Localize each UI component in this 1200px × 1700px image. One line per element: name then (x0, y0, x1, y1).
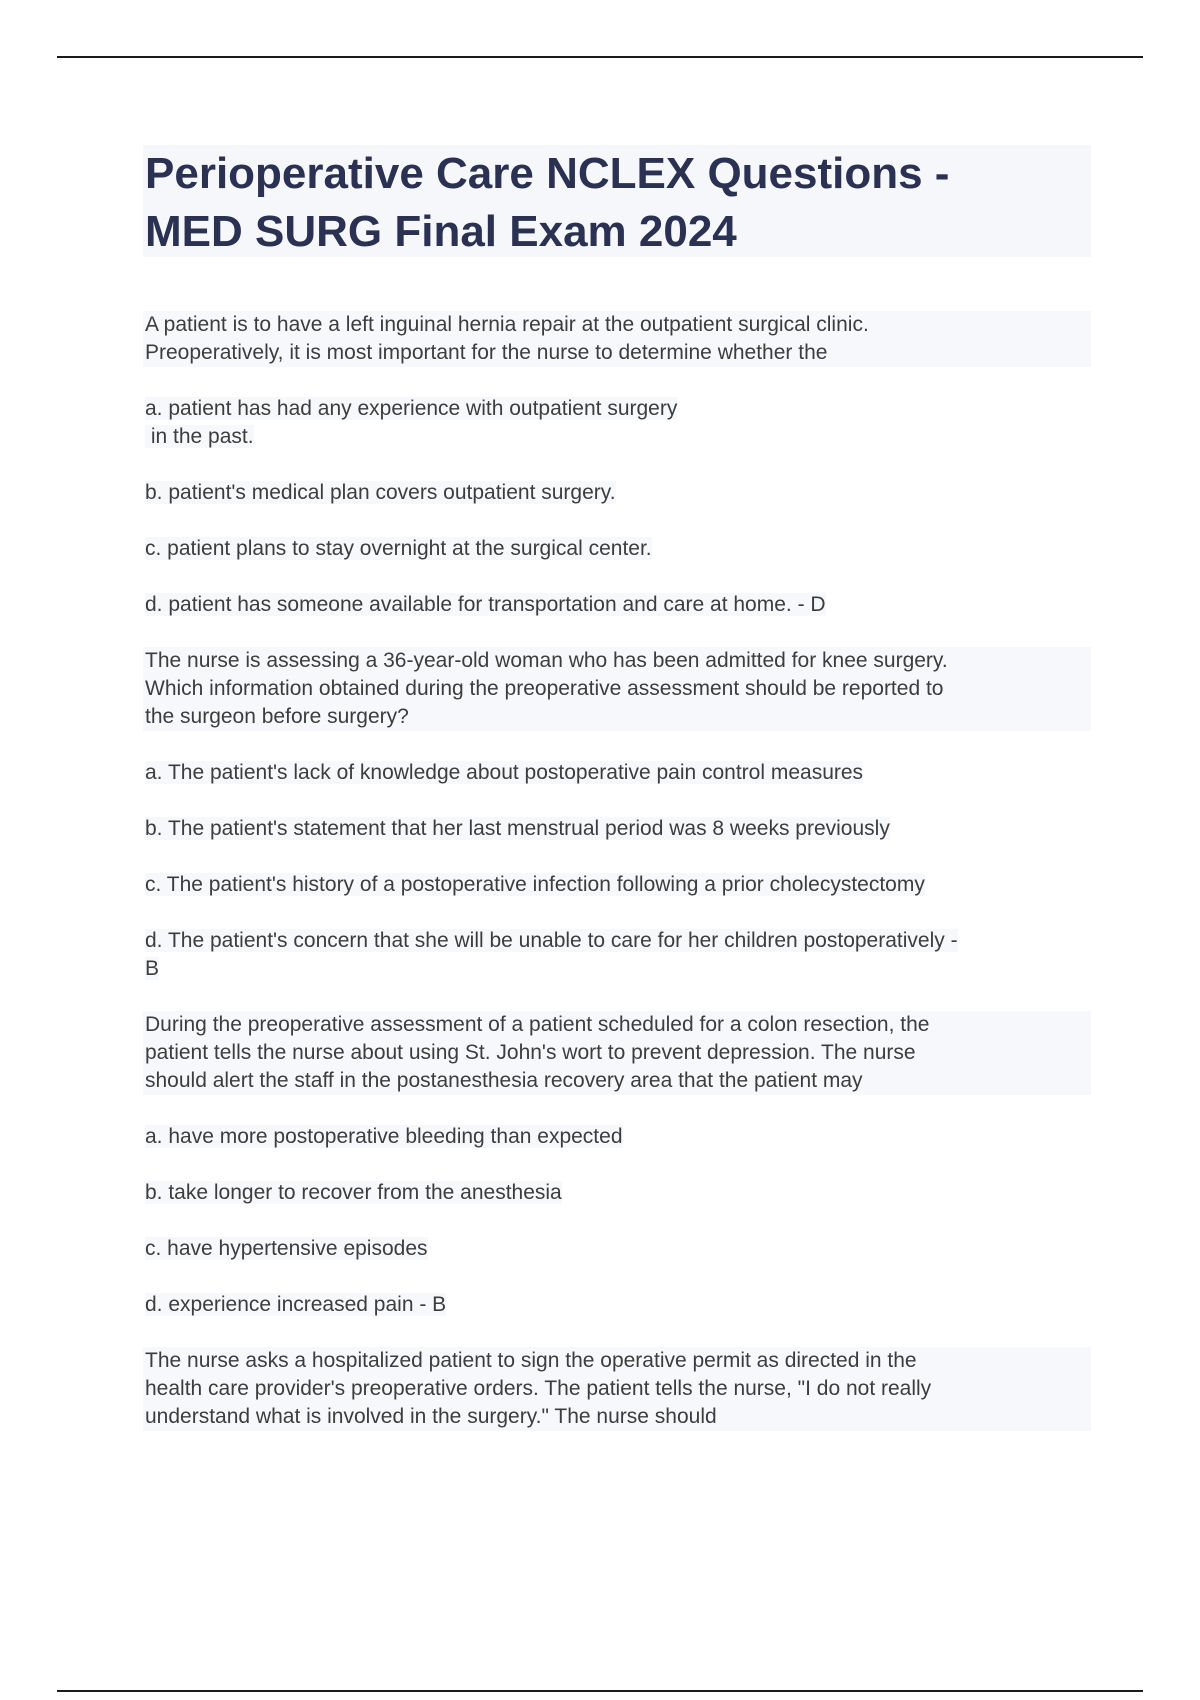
question-1-option-a (143, 395, 1091, 451)
question-2-option-d (143, 927, 1091, 983)
stem-line: A patient is to have a left inguinal hernia repair at the outpatient surgical clinic. (145, 313, 869, 336)
page-title (143, 145, 1091, 261)
question-3-stem (143, 1011, 1091, 1095)
option-line: a. have more postoperative bleeding than expected (145, 1125, 623, 1148)
option-line: b. The patient's statement that her last menstrual period was 8 weeks previously (145, 817, 890, 840)
option-line: in the past. (145, 425, 254, 448)
question-3-option-b (143, 1179, 1091, 1207)
stem-line: The nurse asks a hospitalized patient to sign the operative permit as directed in the (145, 1349, 917, 1372)
option-line: c. patient plans to stay overnight at the surgical center. (145, 537, 652, 560)
title-block (143, 145, 1091, 257)
option-line: b. take longer to recover from the anesthesia (145, 1181, 562, 1204)
question-2-option-a (143, 759, 1091, 787)
option-line: d. experience increased pain - B (145, 1293, 447, 1316)
stem-line: During the preoperative assessment of a patient scheduled for a colon resection, the (145, 1013, 930, 1036)
question-1 (143, 311, 1091, 647)
stem-line: The nurse is assessing a 36-year-old woman who has been admitted for knee surgery. (145, 649, 948, 672)
option-line: B (145, 957, 160, 980)
question-2-option-c (143, 871, 1091, 899)
option-line: c. The patient's history of a postoperative infection following a prior cholecystectomy (145, 873, 925, 896)
option-line: b. patient's medical plan covers outpatient surgery. (145, 481, 616, 504)
option-line: c. have hypertensive episodes (145, 1237, 428, 1260)
stem-line: Which information obtained during the preoperative assessment should be reported to (145, 677, 944, 700)
option-line: a. The patient's lack of knowledge about postoperative pain control measures (145, 761, 864, 784)
top-divider (57, 56, 1143, 58)
question-4 (143, 1347, 1091, 1431)
page-title-line-2: MED SURG Final Exam 2024 (145, 207, 737, 256)
option-line: d. patient has someone available for transportation and care at home. - D (145, 593, 826, 616)
stem-line: understand what is involved in the surgery." The nurse should (145, 1405, 717, 1428)
question-3-option-d (143, 1291, 1091, 1319)
question-4-stem (143, 1347, 1091, 1431)
stem-line: patient tells the nurse about using St. John's wort to prevent depression. The nurse (145, 1041, 916, 1064)
question-1-option-d (143, 591, 1091, 619)
stem-line: should alert the staff in the postanesthesia recovery area that the patient may (145, 1069, 863, 1092)
question-2-option-b (143, 815, 1091, 843)
stem-line: Preoperatively, it is most important for the nurse to determine whether the (145, 341, 828, 364)
question-3 (143, 1011, 1091, 1347)
bottom-divider (57, 1690, 1143, 1692)
question-2 (143, 647, 1091, 1011)
question-1-option-b (143, 479, 1091, 507)
question-1-stem (143, 311, 1091, 367)
option-line: d. The patient's concern that she will be unable to care for her children postoperatively - (145, 929, 958, 952)
question-3-option-c (143, 1235, 1091, 1263)
question-1-option-c (143, 535, 1091, 563)
stem-line: health care provider's preoperative orders. The patient tells the nurse, "I do not really (145, 1377, 932, 1400)
question-3-option-a (143, 1123, 1091, 1151)
option-line: a. patient has had any experience with outpatient surgery (145, 397, 678, 420)
question-2-stem (143, 647, 1091, 731)
page-title-line-1: Perioperative Care NCLEX Questions - (145, 149, 950, 198)
stem-line: the surgeon before surgery? (145, 705, 409, 728)
question-list (143, 311, 1091, 1431)
